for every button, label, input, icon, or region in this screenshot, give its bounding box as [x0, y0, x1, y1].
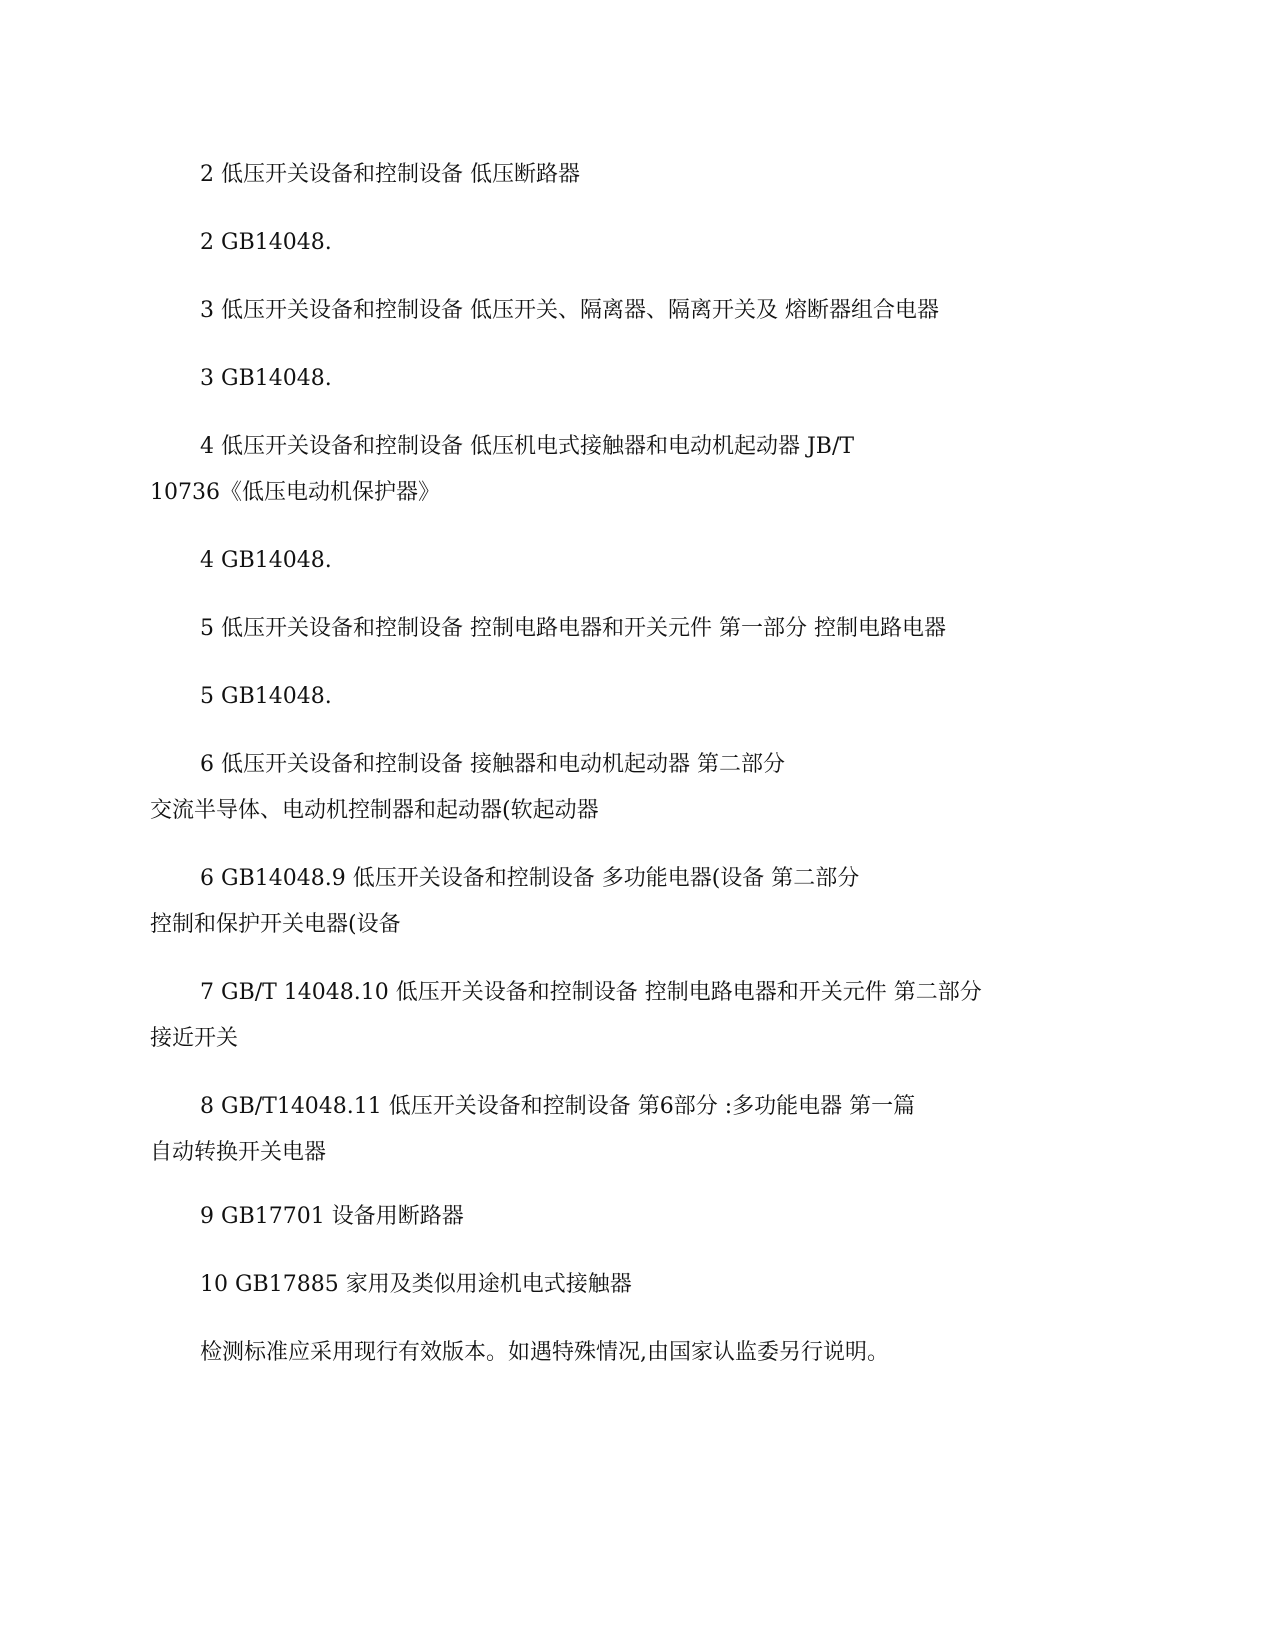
paragraph-item-3-standard: 3 GB14048. — [200, 366, 332, 391]
paragraph-continuation-line: 交流半导体、电动机控制器和起动器(软起动器 — [150, 798, 599, 823]
paragraph-item-4-title — [150, 424, 1050, 516]
paragraph-item-6-title — [150, 742, 1050, 834]
paragraph-item-4-standard: 4 GB14048. — [200, 548, 332, 573]
paragraph-item-10: 10 GB17885 家用及类似用途机电式接触器 — [200, 1272, 632, 1297]
paragraph-continuation-line: 接近开关 — [150, 1026, 239, 1051]
paragraph-item-2-standard: 2 GB14048. — [200, 230, 332, 255]
paragraph-line: 6 GB14048.9 低压开关设备和控制设备 多功能电器(设备 第二部分 — [200, 866, 860, 891]
paragraph-line: 8 GB/T14048.11 低压开关设备和控制设备 第6部分 :多功能电器 第一篇 — [200, 1094, 916, 1119]
paragraph-item-8 — [150, 1084, 1050, 1176]
paragraph-continuation-line: 控制和保护开关电器(设备 — [150, 912, 401, 937]
paragraph-item-3-title: 3 低压开关设备和控制设备 低压开关、隔离器、隔离开关及 熔断器组合电器 — [200, 298, 939, 323]
paragraph-item-5-title: 5 低压开关设备和控制设备 控制电路电器和开关元件 第一部分 控制电路电器 — [200, 616, 946, 641]
paragraph-continuation-line: 10736《低压电动机保护器》 — [150, 480, 440, 505]
paragraph-item-7 — [150, 970, 1050, 1062]
paragraph-line: 7 GB/T 14048.10 低压开关设备和控制设备 控制电路电器和开关元件 第二部分 — [200, 980, 982, 1005]
paragraph-item-2-title: 2 低压开关设备和控制设备 低压断路器 — [200, 162, 580, 187]
paragraph-closing-note: 检测标准应采用现行有效版本。如遇特殊情况,由国家认监委另行说明。 — [200, 1340, 889, 1365]
paragraph-line: 6 低压开关设备和控制设备 接触器和电动机起动器 第二部分 — [200, 752, 785, 777]
paragraph-item-9: 9 GB17701 设备用断路器 — [200, 1204, 464, 1229]
paragraph-line: 4 低压开关设备和控制设备 低压机电式接触器和电动机起动器 JB/T — [200, 434, 855, 459]
paragraph-continuation-line: 自动转换开关电器 — [150, 1140, 327, 1165]
paragraph-item-5-standard: 5 GB14048. — [200, 684, 332, 709]
paragraph-item-6-standard — [150, 856, 1050, 948]
